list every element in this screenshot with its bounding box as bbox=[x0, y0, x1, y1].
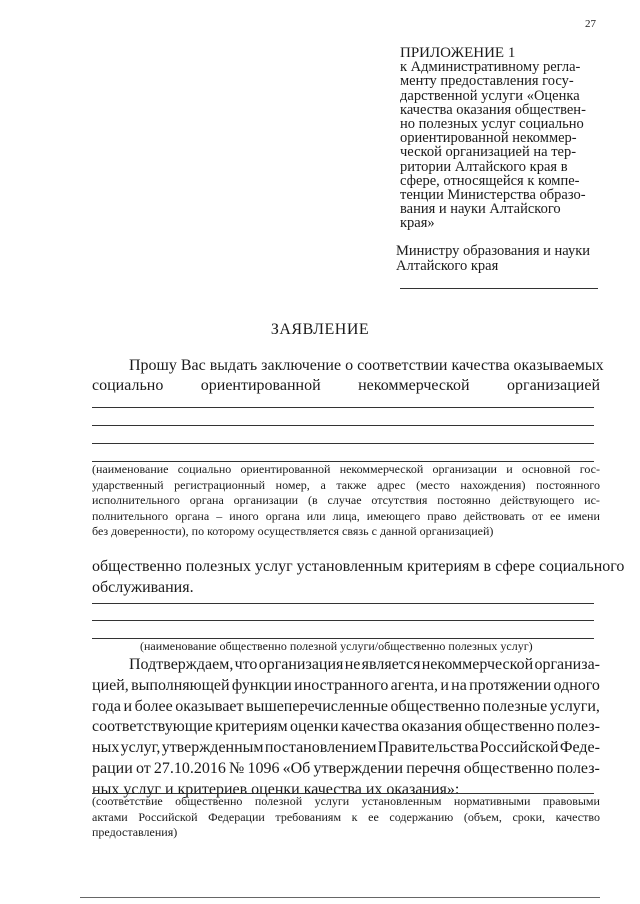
caption-word: требованиям bbox=[275, 809, 342, 824]
caption-word: и bbox=[506, 462, 513, 476]
confirm-word: утвержденным bbox=[161, 739, 264, 757]
caption-row bbox=[92, 810, 600, 826]
caption-word: (соответствие bbox=[92, 794, 163, 808]
caption-word: установленным bbox=[361, 794, 442, 808]
confirm-word: общественно bbox=[390, 697, 481, 715]
confirm-word: Подтверждаем, bbox=[129, 656, 234, 673]
page-bottom-rule bbox=[80, 897, 600, 898]
caption-word: – bbox=[216, 508, 223, 523]
conformity-line: общественно полезных услуг установленным критериям в сфере социального bbox=[92, 558, 625, 575]
request-word: социально bbox=[92, 377, 164, 394]
confirm-line bbox=[92, 717, 600, 738]
confirm-word: рации bbox=[92, 759, 133, 777]
confirm-word: оказывает bbox=[175, 697, 244, 715]
confirm-line bbox=[92, 759, 600, 780]
caption-word: адрес bbox=[377, 477, 406, 492]
caption-word: социально bbox=[177, 462, 232, 476]
appendix-line: тенции Министерства образо- bbox=[400, 187, 586, 204]
confirm-word: ных bbox=[92, 739, 120, 757]
caption-word: действующего bbox=[500, 493, 575, 508]
confirm-word: Правительства bbox=[377, 739, 479, 757]
appendix-line: ориентированной некоммер- bbox=[400, 130, 577, 147]
confirm-word: № bbox=[229, 759, 245, 777]
caption-word: право bbox=[427, 508, 457, 523]
confirm-word: 27.10.2016 bbox=[153, 759, 226, 777]
caption-word: содержанию bbox=[389, 809, 454, 824]
caption-word: лица, bbox=[332, 508, 360, 523]
blank-fill-line bbox=[92, 443, 594, 444]
document-title: ЗАЯВЛЕНИЕ bbox=[270, 321, 370, 338]
confirm-word: года bbox=[92, 697, 121, 715]
caption-word: ее bbox=[368, 809, 379, 824]
caption-word: органа bbox=[175, 508, 210, 523]
confirm-word: от bbox=[135, 759, 151, 777]
caption-word: некоммерческой bbox=[339, 462, 424, 476]
caption-word: актами bbox=[92, 809, 128, 824]
confirm-word: некоммерческой bbox=[421, 656, 534, 673]
appendix-line: ритории Алтайского края в bbox=[400, 158, 568, 175]
caption-word: органа bbox=[189, 493, 224, 508]
confirm-word: организа- bbox=[534, 656, 600, 673]
caption-word: ударственный bbox=[92, 477, 164, 492]
service-caption: (наименование общественно полезной услуги/общественно полезных услуг) bbox=[140, 639, 533, 653]
caption-word: регистрационный bbox=[174, 477, 266, 492]
caption-word: от bbox=[531, 508, 543, 523]
caption-word: постоянного bbox=[536, 477, 600, 492]
caption-word: органа bbox=[265, 508, 300, 523]
caption-word: или bbox=[306, 508, 326, 523]
confirm-line: ных услуг и критериев оценки качества их оказания»: bbox=[92, 780, 460, 798]
org-caption bbox=[92, 462, 600, 540]
caption-word: иного bbox=[229, 508, 259, 523]
caption-word: также bbox=[336, 477, 367, 492]
appendix-line: менту предоставления госу- bbox=[400, 73, 574, 90]
caption-word: нахождения) bbox=[460, 477, 526, 492]
page-number: 27 bbox=[585, 18, 596, 30]
compliance-caption bbox=[92, 794, 600, 841]
confirm-word: утверждении bbox=[313, 759, 404, 777]
caption-row bbox=[92, 478, 600, 494]
blank-fill-line bbox=[92, 603, 594, 604]
confirm-word: функции bbox=[231, 676, 292, 694]
caption-word: Российской bbox=[138, 809, 198, 824]
confirm-word: полез- bbox=[556, 759, 600, 777]
caption-row: без доверенности), по которому осуществляется связь с данной организацией) bbox=[92, 524, 494, 539]
addressee-block bbox=[396, 244, 606, 274]
confirm-word: полезные bbox=[482, 697, 548, 715]
confirm-word: постановлением bbox=[264, 739, 377, 757]
caption-word: действовать bbox=[463, 508, 525, 523]
caption-word: полезной bbox=[254, 794, 303, 808]
addressee-line: Министру образования и науки bbox=[396, 243, 591, 259]
confirm-word: выполняющей bbox=[131, 676, 230, 694]
confirm-word: полез- bbox=[556, 718, 600, 736]
caption-row bbox=[92, 794, 600, 810]
appendix-line: но полезных услуг социально bbox=[400, 116, 584, 133]
request-text-line bbox=[92, 377, 600, 395]
confirm-word: иностранного bbox=[294, 676, 389, 694]
caption-word: Федерации bbox=[208, 809, 265, 824]
confirm-word: и bbox=[123, 697, 133, 715]
caption-word: отсутствия bbox=[371, 493, 428, 508]
confirm-line bbox=[92, 655, 600, 676]
caption-word: постоянно bbox=[437, 493, 491, 508]
confirm-word: Феде- bbox=[559, 739, 600, 757]
caption-word: номер, bbox=[275, 477, 310, 492]
confirm-word: вышеперечисленные bbox=[246, 697, 388, 715]
confirm-word: перечня bbox=[406, 759, 461, 777]
appendix-block bbox=[400, 46, 600, 231]
confirm-word: протяжении bbox=[469, 676, 552, 694]
caption-row: предоставления) bbox=[92, 825, 178, 840]
caption-word: (место bbox=[416, 477, 450, 492]
caption-word: а bbox=[320, 477, 326, 492]
confirm-word: оценки bbox=[290, 718, 339, 736]
appendix-line: края» bbox=[400, 215, 435, 232]
caption-word: нормативными bbox=[453, 794, 531, 808]
confirm-word: общественно bbox=[464, 718, 555, 736]
conformity-line: обслуживания. bbox=[92, 578, 194, 596]
caption-word: гос- bbox=[579, 462, 600, 476]
confirm-word: Российской bbox=[479, 739, 559, 757]
addressee-blank-line bbox=[400, 288, 598, 289]
request-word: некоммерческой bbox=[358, 377, 470, 394]
confirm-paragraph bbox=[92, 655, 600, 801]
appendix-line: к Административному регла- bbox=[400, 59, 581, 76]
conformity-paragraph bbox=[92, 557, 625, 599]
request-word: ориентированной bbox=[200, 377, 321, 394]
confirm-word: «Об bbox=[282, 759, 311, 777]
confirm-word: организация bbox=[258, 656, 344, 673]
confirm-word: общественно bbox=[463, 759, 554, 777]
caption-word: (наименование bbox=[92, 462, 169, 476]
confirm-line bbox=[92, 738, 600, 759]
caption-word: полнительного bbox=[92, 508, 169, 523]
appendix-line: дарственной услуги «Оценка bbox=[400, 87, 580, 104]
caption-word: услуги bbox=[314, 794, 350, 808]
caption-word: ее bbox=[550, 508, 561, 523]
caption-word: ис- bbox=[584, 493, 600, 508]
caption-row bbox=[92, 509, 600, 525]
request-text-line: Прошу Вас выдать заключение о соответствии качества оказываемых bbox=[129, 357, 604, 374]
confirm-word: на bbox=[451, 676, 467, 694]
addressee-line: Алтайского края bbox=[396, 258, 499, 274]
caption-word: организации bbox=[233, 493, 299, 508]
caption-word: (в bbox=[307, 493, 318, 508]
appendix-title: ПРИЛОЖЕНИЕ 1 bbox=[400, 45, 516, 61]
caption-word: ориентированной bbox=[240, 462, 331, 476]
caption-word: имени bbox=[567, 508, 600, 523]
confirm-word: агента, bbox=[390, 676, 439, 694]
confirm-word: цией, bbox=[92, 676, 129, 694]
caption-word: основной bbox=[521, 462, 571, 476]
caption-word: к bbox=[351, 809, 358, 824]
confirm-word: услуг, bbox=[120, 739, 161, 757]
caption-word: организации bbox=[432, 462, 497, 476]
caption-word: случае bbox=[327, 493, 362, 508]
appendix-line: качества оказания обществен- bbox=[400, 101, 586, 118]
caption-row bbox=[92, 462, 600, 478]
blank-fill-line bbox=[92, 407, 594, 408]
caption-word: имеющего bbox=[366, 508, 421, 523]
caption-word: исполнительного bbox=[92, 493, 180, 508]
confirm-word: соответствующие bbox=[92, 718, 213, 736]
caption-word: качество bbox=[555, 809, 600, 824]
confirm-word: и bbox=[440, 676, 449, 694]
confirm-word: критериям bbox=[215, 718, 288, 736]
confirm-word: не bbox=[344, 656, 361, 673]
confirm-word: 1096 bbox=[247, 759, 280, 777]
confirm-word: является bbox=[361, 656, 421, 673]
appendix-line: ческой организацией на тер- bbox=[400, 144, 577, 161]
caption-word: сроки, bbox=[512, 809, 546, 824]
confirm-line bbox=[92, 697, 600, 718]
caption-word: (объем, bbox=[463, 809, 502, 824]
caption-word: правовыми bbox=[542, 794, 600, 808]
confirm-word: услуги, bbox=[549, 697, 600, 715]
blank-fill-line bbox=[92, 620, 594, 621]
appendix-line: вания и науки Алтайского bbox=[400, 201, 561, 218]
request-word: организацией bbox=[507, 377, 600, 394]
confirm-word: одного bbox=[553, 676, 600, 694]
confirm-word: что bbox=[234, 656, 258, 673]
confirm-word: более bbox=[134, 697, 173, 715]
confirm-word: качества bbox=[341, 718, 400, 736]
confirm-word: оказания bbox=[401, 718, 463, 736]
blank-fill-line bbox=[92, 425, 594, 426]
caption-row bbox=[92, 493, 600, 509]
caption-word: общественно bbox=[175, 794, 243, 808]
appendix-line: сфере, относящейся к компе- bbox=[400, 172, 580, 189]
confirm-line bbox=[92, 676, 600, 697]
